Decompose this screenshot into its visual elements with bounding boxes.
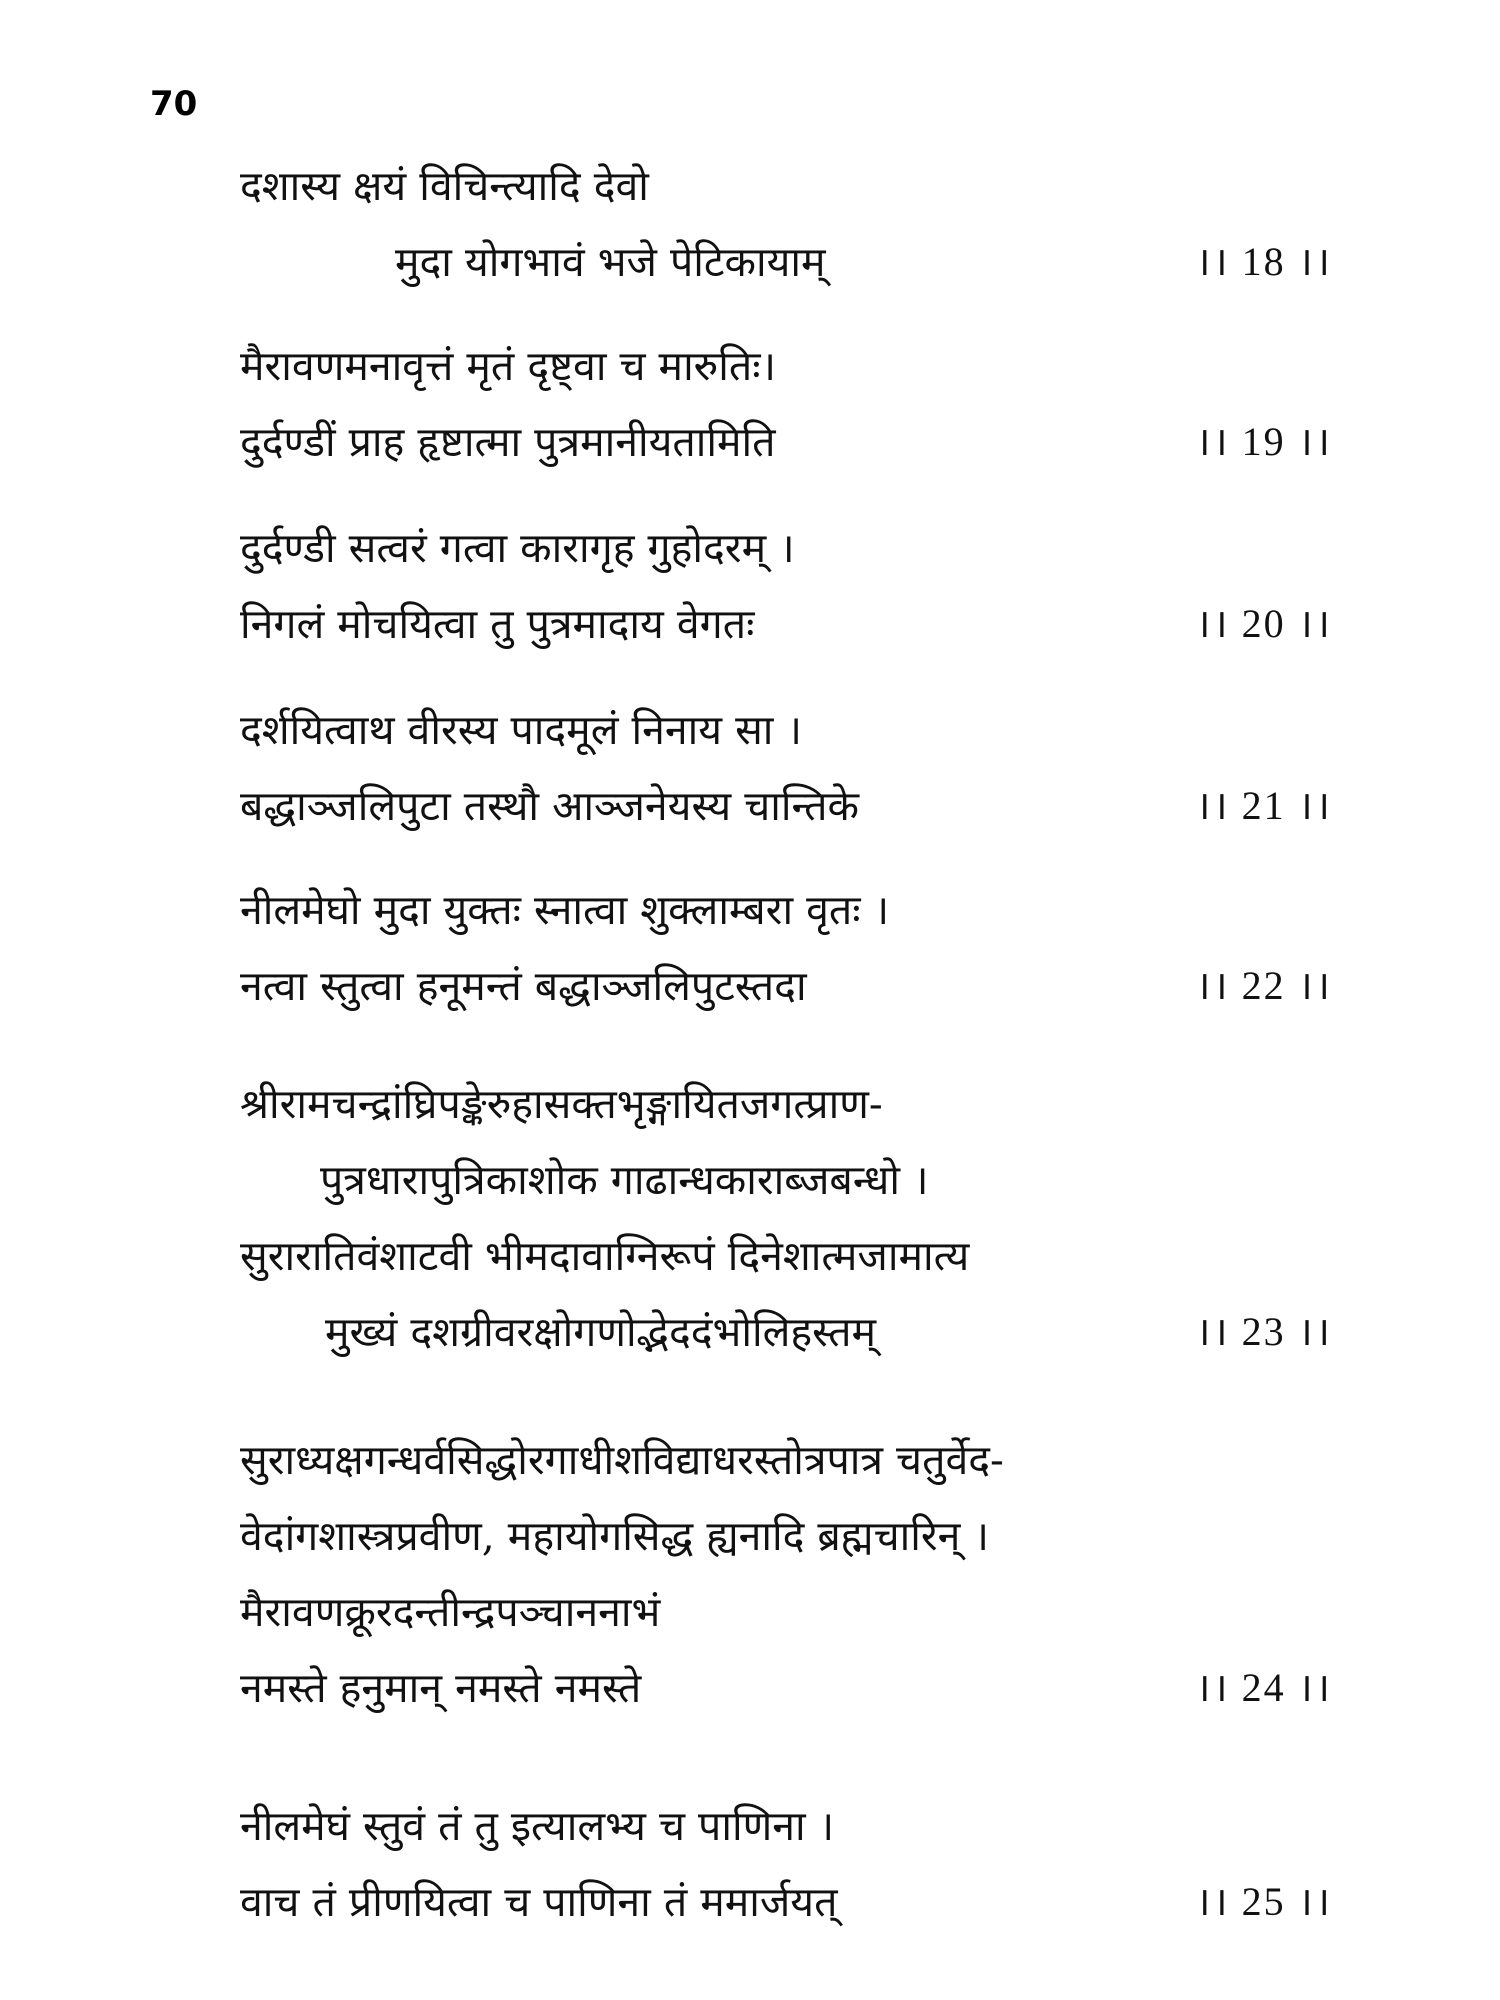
verse-line [0,586,1500,662]
verse-text: नत्वा स्तुत्वा हनूमन्तं बद्धाञ्जलिपुटस्तदा [240,962,807,1010]
verse-24 [0,1422,1500,1726]
verse-19 [0,328,1500,480]
verse-18 [0,148,1500,300]
verse-number: ।। 23 ।। [1195,1309,1332,1354]
verse-text: दर्शयित्वाथ वीरस्य पादमूलं निनाय सा । [240,706,803,754]
verse-line [0,404,1500,480]
verse-line [0,1650,1500,1726]
verse-20 [0,510,1500,662]
verse-line [0,692,1500,768]
verse-line [0,510,1500,586]
verse-line [0,148,1500,224]
verse-line [0,224,1500,300]
page-number: 70 [150,84,198,124]
verse-line [0,1498,1500,1574]
verse-text: मुदा योगभावं भजे पेटिकायाम् [395,238,826,286]
verse-text: सुरारातिवंशाटवी भीमदावाग्निरूपं दिनेशात्मजामात्य [240,1232,970,1280]
verse-line [0,1218,1500,1294]
verse-line [0,1294,1500,1370]
verse-text: नीलमेघं स्तुवं तं तु इत्यालभ्य च पाणिना । [240,1802,835,1850]
verse-text: सुराध्यक्षगन्धर्वसिद्धोरगाधीशविद्याधरस्तोत्रपात्र चतुर्वेद- [240,1436,1004,1484]
verse-line [0,1422,1500,1498]
verse-line [0,1066,1500,1142]
verse-number: ।। 24 ।। [1195,1665,1332,1710]
verse-text: नमस्ते हनुमान् नमस्ते नमस्ते [240,1664,642,1712]
verse-line [0,1864,1500,1940]
verse-text: मुख्यं दशग्रीवरक्षोगणोद्भेददंभोलिहस्तम् [325,1308,876,1356]
verse-line [0,1142,1500,1218]
verse-text: श्रीरामचन्द्रांघ्रिपङ्केरुहासक्तभृङ्गायितजगत्प्राण- [240,1080,883,1128]
verse-text: दुर्दण्डीं प्राह हृष्टात्मा पुत्रमानीयतामिति [240,418,776,466]
verse-number: ।। 18 ।। [1195,239,1332,284]
verse-21 [0,692,1500,844]
verse-text: नीलमेघो मुदा युक्तः स्नात्वा शुक्लाम्बरा वृतः । [240,886,890,934]
verse-number: ।। 22 ।। [1195,963,1332,1008]
verse-line [0,1788,1500,1864]
verse-text: दशास्य क्षयं विचिन्त्यादि देवो [240,162,649,210]
verse-line [0,1574,1500,1650]
verse-text: पुत्रधारापुत्रिकाशोक गाढान्धकाराब्जबन्धो । [320,1156,929,1204]
verse-number: ।। 20 ।। [1195,601,1332,646]
verse-line [0,948,1500,1024]
verse-number: ।। 21 ।। [1195,783,1332,828]
verse-text: वाच तं प्रीणयित्वा च पाणिना तं ममार्जयत् [240,1878,838,1926]
verse-line [0,872,1500,948]
verse-text: वेदांगशास्त्रप्रवीण, महायोगसिद्ध ह्यनादि ब्रह्मचारिन् । [240,1512,990,1560]
verse-23 [0,1066,1500,1370]
verse-number: ।। 25 ।। [1195,1879,1332,1924]
verse-line [0,328,1500,404]
verse-text: मैरावणक्रूरदन्तीन्द्रपञ्चाननाभं [240,1588,661,1636]
verse-text: मैरावणमनावृत्तं मृतं दृष्ट्वा च मारुतिः। [240,342,777,390]
verse-text: निगलं मोचयित्वा तु पुत्रमादाय वेगतः [240,600,755,648]
verse-number: ।। 19 ।। [1195,419,1332,464]
verse-text: दुर्दण्डी सत्वरं गत्वा कारागृह गुहोदरम् । [240,524,795,572]
verse-22 [0,872,1500,1024]
verse-text: बद्धाञ्जलिपुटा तस्थौ आञ्जनेयस्य चान्तिके [240,782,859,830]
verse-line [0,768,1500,844]
verse-25 [0,1788,1500,1940]
